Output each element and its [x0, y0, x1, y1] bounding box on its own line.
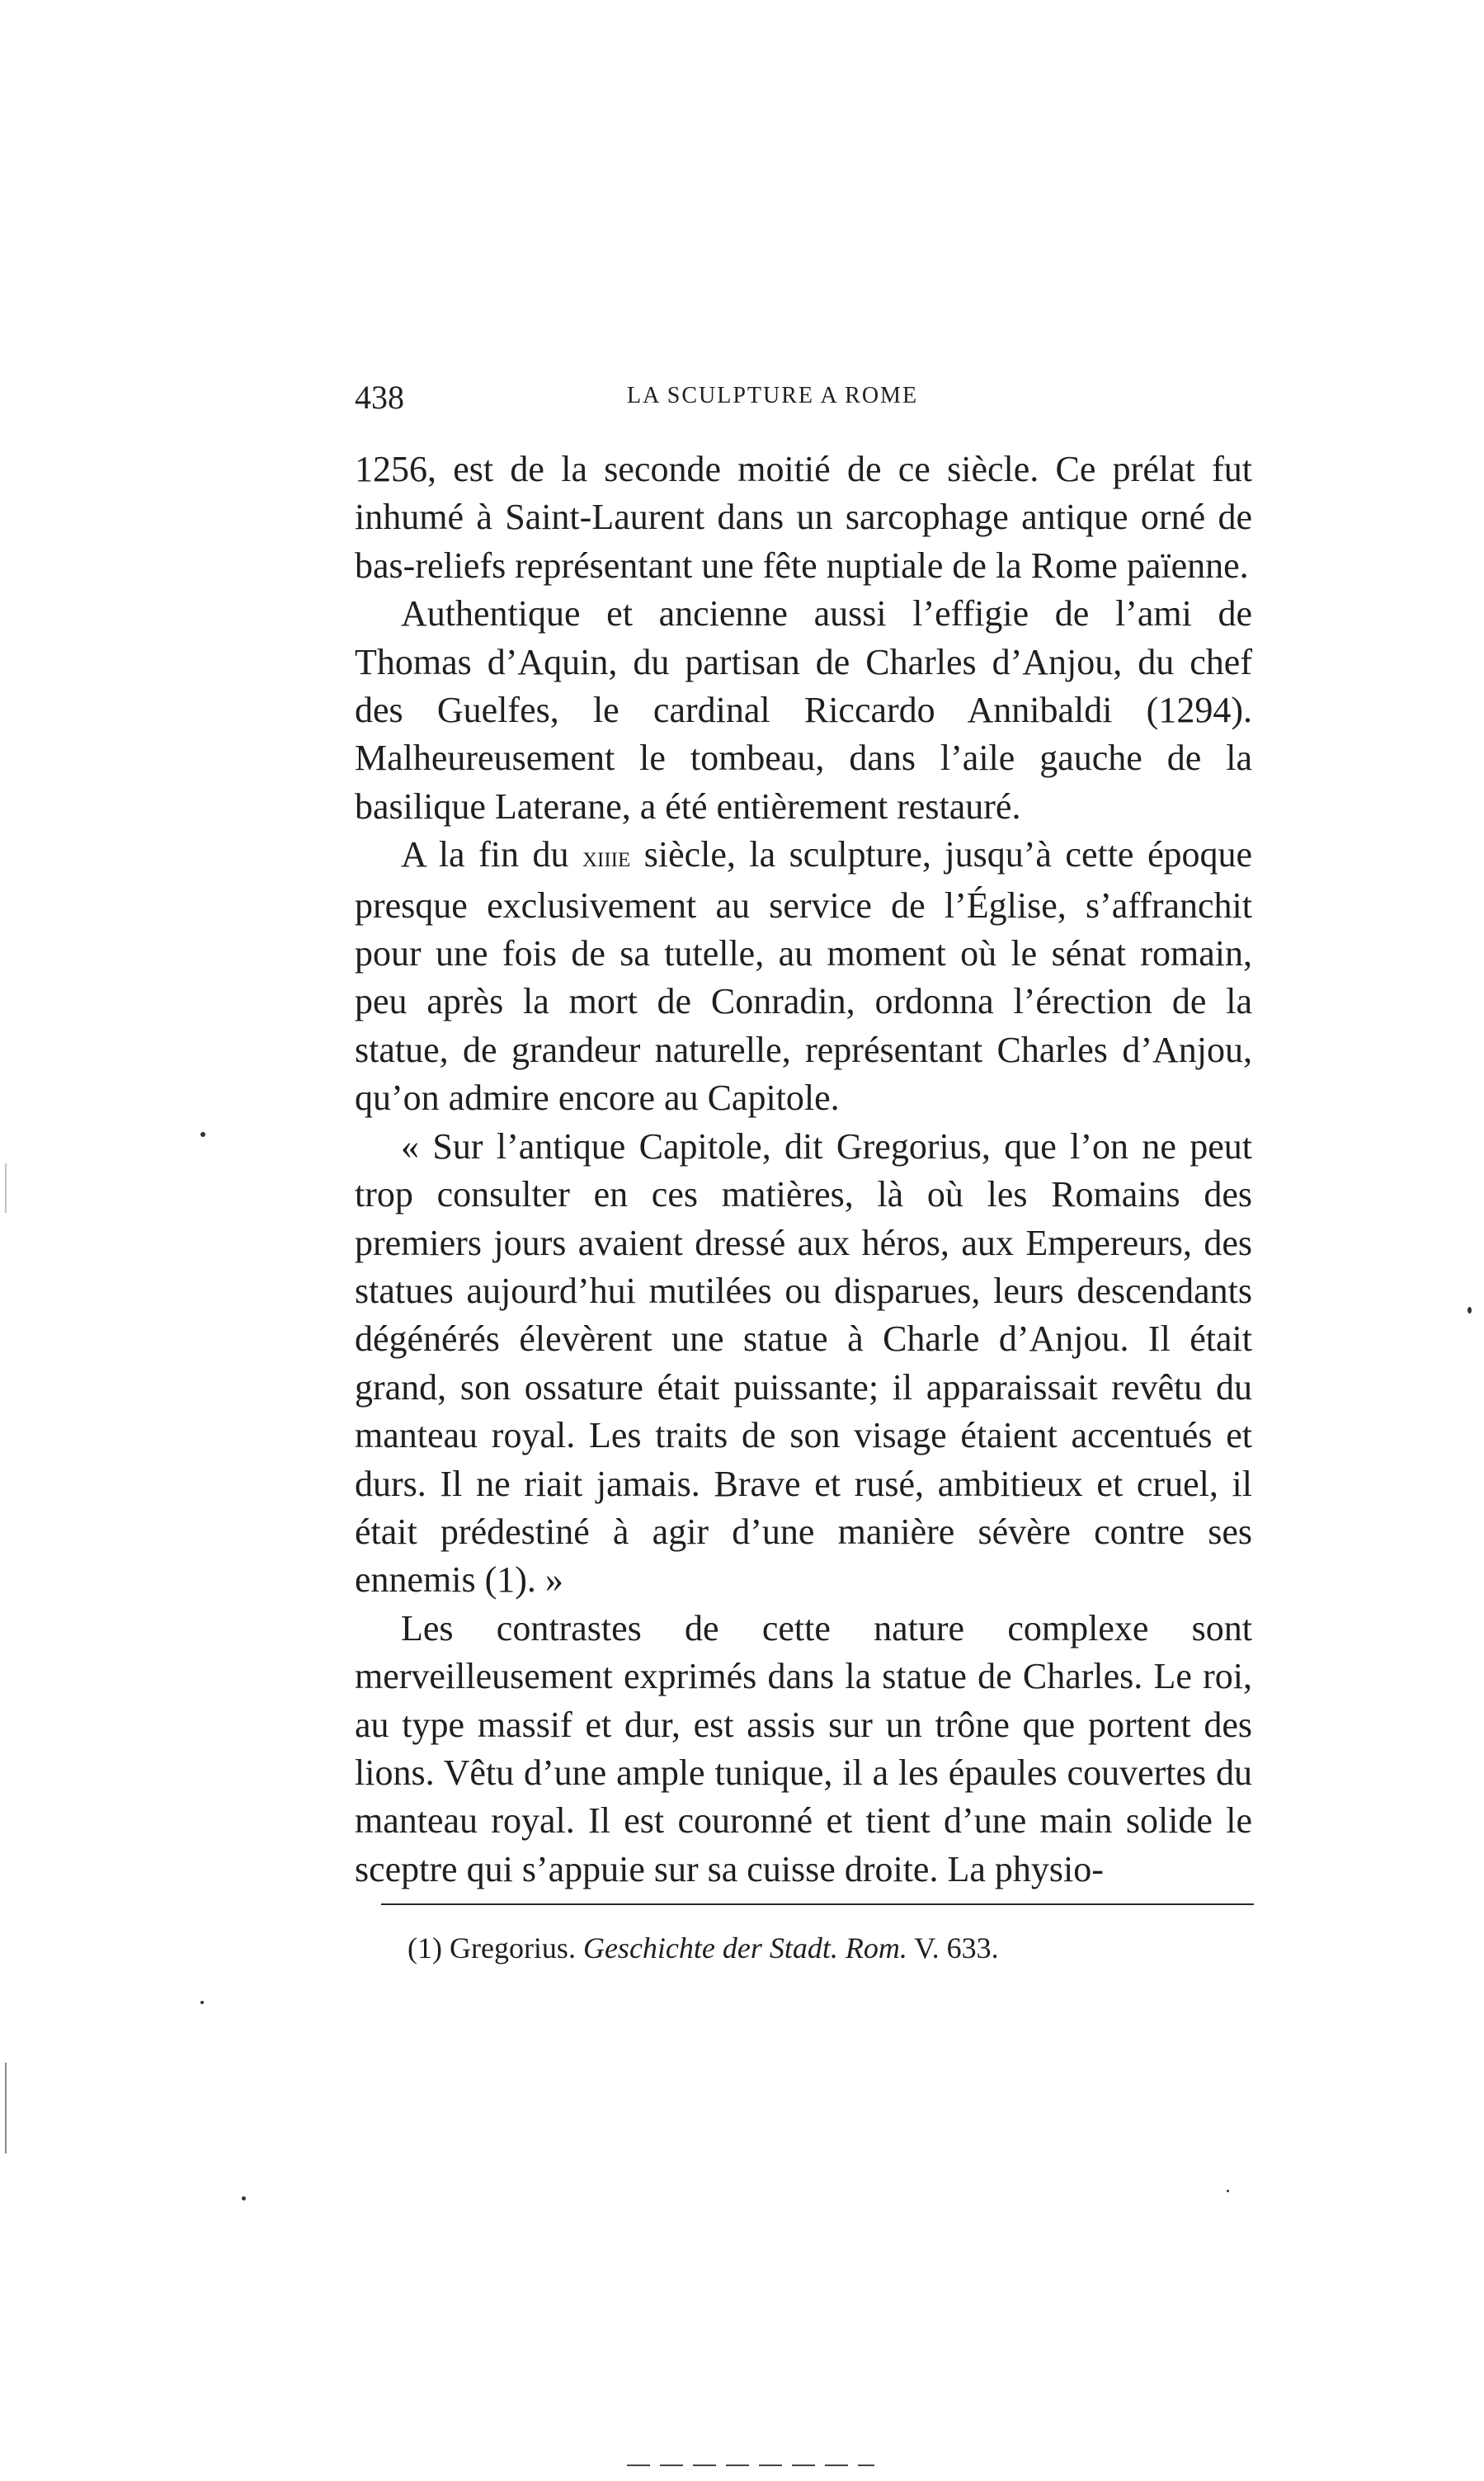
scan-speck: [1227, 2190, 1229, 2192]
scan-speck: [200, 2001, 204, 2004]
page-header: [355, 378, 1262, 427]
paragraph-3: [355, 831, 1252, 1122]
page-number: 438: [355, 379, 404, 416]
paragraph-5: Les contrastes de cette nature complexe sont merveilleusement exprimés dans la statue de Charles. Le roi, au type massif et dur, est assis sur un trône que portent des lions. Vêtu d’une ample tunique, il a les épaules couvertes du manteau royal. Il est couronné et tient d’une main solide le sceptre qui s’appuie sur sa cuisse droite. La physio-: [355, 1607, 1252, 1889]
running-title: LA SCULPTURE A ROME: [627, 383, 919, 408]
footnote: [408, 1929, 1249, 1967]
century-numeral: xiiie: [582, 841, 631, 874]
footnote-separator: [381, 1903, 1254, 1905]
footnote-marker: (1) Gregorius.: [408, 1932, 583, 1965]
scan-bottom-mark: [627, 2464, 874, 2466]
body-text: [355, 446, 1252, 1894]
scan-edge-mark: [5, 2063, 7, 2153]
scan-speck: [242, 2196, 246, 2200]
footnote-reference: V. 633.: [907, 1932, 999, 1965]
scan-speck: [1468, 1307, 1472, 1314]
scan-speck: [200, 1132, 205, 1137]
scan-edge-mark: [5, 1163, 7, 1213]
paragraph-3-rest: siècle, la sculpture, jusqu’à cette époque presque exclusivement au service de l’Église, s’affranchit pour une fois de sa tutelle, au moment où le sénat romain, peu après la mort de Conradin, ordonna l’érection de la statue, de grandeur naturelle, représentant Charles d’Anjou, qu’on admire encore au Capitole.: [355, 834, 1252, 1119]
paragraph-3-start: A la fin du: [401, 834, 582, 875]
paragraph-2: Authentique et ancienne aussi l’effigie de l’ami de Thomas d’Aquin, du partisan de Charles d’Anjou, du chef des Guelfes, le cardinal Riccardo Annibaldi (1294). Malheureusement le tombeau, dans l’aile gauche de la basilique Laterane, a été entièrement restauré.: [355, 593, 1252, 827]
footnote-title: Geschichte der Stadt. Rom.: [582, 1932, 907, 1965]
paragraph-4-quotation: « Sur l’antique Capitole, dit Gregorius, que l’on ne peut trop consulter en ces matières, là où les Romains des premiers jours avaient dressé aux héros, aux Empereurs, des statues aujourd’hui mutilées ou disparues, leurs descendants dégénérés élevèrent une statue à Charle d’Anjou. Il était grand, son ossature était puissante; il apparaissait revêtu du manteau royal. Les traits de son visage étaient accentués et durs. Il ne riait jamais. Brave et rusé, ambitieux et cruel, il était prédestiné à agir d’une manière sévère contre ses ennemis (1). »: [355, 1125, 1252, 1601]
paragraph-1: 1256, est de la seconde moitié de ce siècle. Ce prélat fut inhumé à Saint-Laurent dans un sarcophage antique orné de bas-reliefs représentant une fête nuptiale de la Rome païenne.: [355, 449, 1252, 586]
